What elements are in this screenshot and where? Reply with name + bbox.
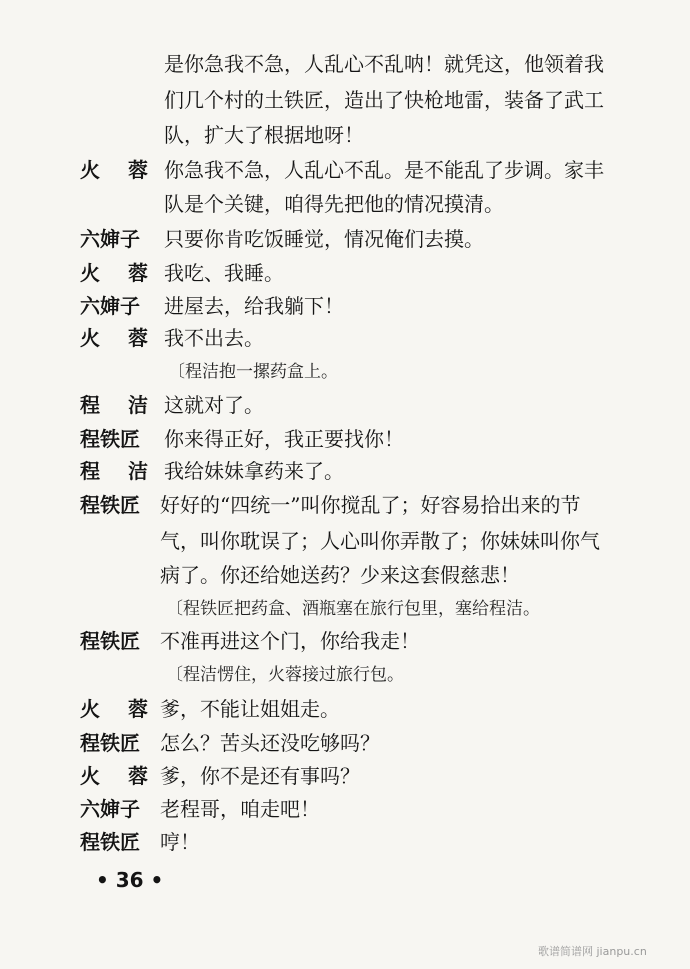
speaker-name: 六婶子 bbox=[80, 227, 140, 251]
dialogue-line: 老程哥，咱走吧！ bbox=[160, 797, 320, 821]
speaker-name: 火蓉 bbox=[80, 261, 176, 285]
dialogue-line: 进屋去，给我躺下！ bbox=[164, 294, 344, 318]
dialogue-line: 好好的“四统一”叫你搅乱了；好容易拾出来的节 bbox=[160, 493, 581, 517]
page-number: • 36 • bbox=[96, 868, 164, 892]
speaker-name: 程铁匠 bbox=[80, 427, 140, 451]
dialogue-line: 我不出去。 bbox=[164, 326, 264, 350]
stage-direction: 〔程铁匠把药盒、酒瓶塞在旅行包里，塞给程洁。 bbox=[166, 599, 540, 619]
speaker-name: 程铁匠 bbox=[80, 731, 140, 755]
stage-direction: 〔程洁愣住，火蓉接过旅行包。 bbox=[166, 665, 404, 685]
dialogue-line: 爹，你不是还有事吗？ bbox=[160, 764, 360, 788]
dialogue-line: 这就对了。 bbox=[164, 393, 264, 417]
dialogue-line: 只要你肯吃饭睡觉，情况俺们去摸。 bbox=[164, 227, 484, 251]
speaker-name: 火蓉 bbox=[80, 764, 176, 788]
dialogue-line: 气，叫你耽误了；人心叫你弄散了；你妹妹叫你气 bbox=[160, 529, 600, 553]
dialogue-line: 们几个村的土铁匠，造出了快枪地雷，装备了武工 bbox=[164, 88, 604, 112]
speaker-name: 六婶子 bbox=[80, 797, 140, 821]
speaker-name: 火蓉 bbox=[80, 158, 176, 182]
dialogue-line: 我给妹妹拿药来了。 bbox=[164, 459, 344, 483]
dialogue-line: 哼！ bbox=[160, 830, 200, 854]
speaker-name: 火蓉 bbox=[80, 326, 176, 350]
dialogue-line: 怎么？苦头还没吃够吗？ bbox=[160, 731, 380, 755]
speaker-name: 程铁匠 bbox=[80, 830, 140, 854]
speaker-name: 六婶子 bbox=[80, 294, 140, 318]
speaker-name: 程铁匠 bbox=[80, 493, 140, 517]
speaker-name: 火蓉 bbox=[80, 697, 176, 721]
dialogue-line: 爹，不能让姐姐走。 bbox=[160, 697, 340, 721]
dialogue-line: 我吃、我睡。 bbox=[164, 261, 284, 285]
dialogue-line: 你急我不急，人乱心不乱。是不能乱了步调。家丰 bbox=[164, 158, 604, 182]
dialogue-line: 不准再进这个门，你给我走！ bbox=[160, 629, 420, 653]
speaker-name: 程洁 bbox=[80, 393, 176, 417]
dialogue-line: 队，扩大了根据地呀！ bbox=[164, 123, 364, 147]
dialogue-line: 是你急我不急，人乱心不乱呐！就凭这，他领着我 bbox=[164, 52, 604, 76]
dialogue-line: 你来得正好，我正要找你！ bbox=[164, 427, 404, 451]
speaker-name: 程洁 bbox=[80, 459, 176, 483]
dialogue-line: 病了。你还给她送药？少来这套假慈悲！ bbox=[160, 563, 520, 587]
stage-direction: 〔程洁抱一摞药盒上。 bbox=[168, 362, 338, 382]
watermark: 歌谱简谱网 jianpu.cn bbox=[538, 945, 647, 958]
dialogue-line: 队是个关键，咱得先把他的情况摸清。 bbox=[164, 192, 504, 216]
speaker-name: 程铁匠 bbox=[80, 629, 140, 653]
